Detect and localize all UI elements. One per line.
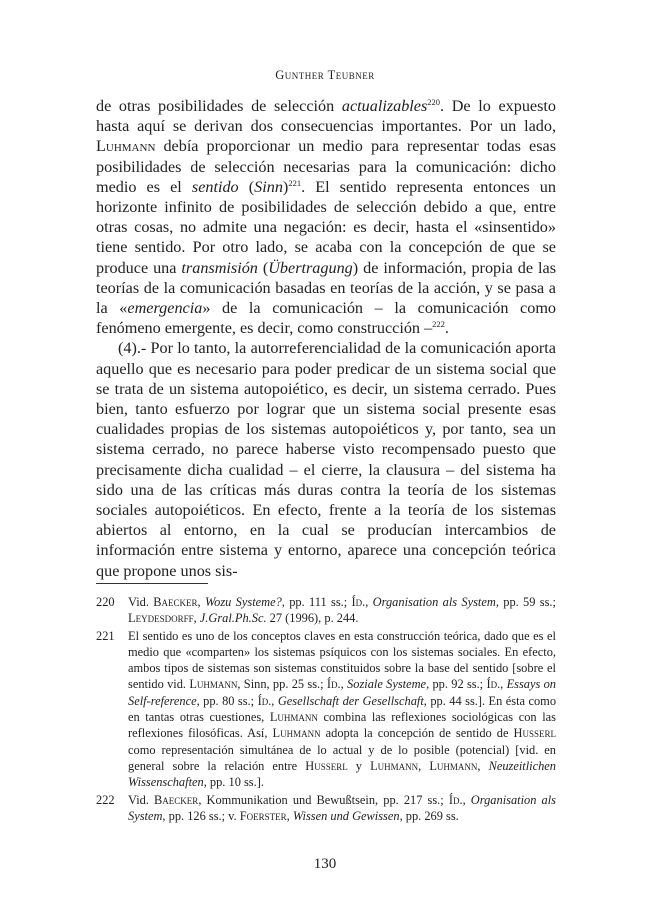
text-span: de otras posibilidades de selección <box>96 97 342 115</box>
footnote-ref-222[interactable]: 222 <box>432 319 445 330</box>
text-span: » de la comunicación – la comunicación como fenómeno emergente, es decir, como construcción – <box>96 299 557 338</box>
text-span: ) de información, propia de las teorías de la comunicación basadas en teorías de la acción, y se pasa a la « <box>96 258 556 318</box>
footnote-222 <box>96 792 556 825</box>
text-span: ( <box>238 177 255 196</box>
main-text <box>96 96 556 581</box>
italic-term: actualizables <box>341 97 428 115</box>
footnote-ref-220[interactable]: 220 <box>427 97 441 107</box>
footnote-text: El sentido es uno de los conceptos claves en esta construcción teórica, dado que es el medio que «comparten» los sistemas psíquicos con los sistemas sociales. En efecto, ambos tipos de sistemas son sistemas constituidos sobre la base del sentido [sobre el sentido vid. Luhmann, Sinn, pp. 25 ss.; Íd., Soziale Systeme, pp. 92 ss.; Íd., Essays on Self-reference, pp. 80 ss.; Íd., Gesellschaft der Gesellschaft, pp. 44 ss.]. En ésta como en tantas otras cuestiones, Luhmann combina las reflexiones sociológicas con las reflexiones filosóficas. Así, Luhmann adopta la concepción de sentido de Husserl como representación simultánea de lo actual y de lo posible (potencial) [vid. en general sobre la relación entre Husserl y Luhmann, Luhmann, Neuzeitlichen Wissenschaften, pp. 10 ss.]. <box>128 628 557 790</box>
footnotes <box>96 594 556 825</box>
text-span: . De lo expuesto hasta aquí se derivan dos consecuencias importantes. Por un lado, <box>96 97 557 136</box>
paragraph-1 <box>96 96 556 338</box>
footnote-text: Vid. Baecker, Kommunikation und Bewußtsein, pp. 217 ss.; Íd., Organisation als System, pp. 126 ss.; v. Foerster, Wissen und Gewissen, pp. 269 ss. <box>128 792 556 823</box>
running-head: Gunther Teubner <box>275 68 375 82</box>
footnote-divider <box>96 583 208 584</box>
footnote-number: 220 <box>96 595 115 609</box>
footnote-ref-221[interactable]: 221 <box>288 177 302 188</box>
footnote-220 <box>96 594 556 627</box>
text-span: debía proporcionar un medio para representar todas esas posibilidades de selección necesarias para la comunicación: dicho medio es el <box>96 137 556 196</box>
text-span: ) <box>282 177 289 196</box>
paragraph-2: (4).- Por lo tanto, la autorreferencialidad de la comunicación aporta aquello que es necesario para poder predicar de un sistema social que se trata de un sistema autopoiético, es decir, un sistema cerrado. Pues bien, tanto esfuerzo por lograr que un sistema social presente esas cualidades propias de los sistemas autopoiéticos y, por tanto, sea un sistema cerrado, no parece haberse visto recompensado puesto que precisamente dicha cualidad – el cierre, la clausura – del sistema ha sido una de las críticas más duras contra la teoría de los sistemas sociales autopoiéticos. En efecto, frente a la teoría de los sistemas abiertos al entorno, en la cual se producían intercambios de información entre sistema y entorno, aparece una concepción teórica que propone unos sis- <box>96 339 556 580</box>
text-span: ( <box>257 258 269 277</box>
italic-term: sentido <box>191 177 239 196</box>
italic-term: Übertragung <box>268 258 353 277</box>
footnote-text: Vid. Baecker, Wozu Systeme?, pp. 111 ss.; Íd., Organisation als System, pp. 59 ss.; Leydesdorff, J.Gral.Ph.Sc. 27 (1996), p. 244. <box>128 595 556 626</box>
text-span: . <box>444 319 449 338</box>
italic-term: emergencia <box>127 299 203 318</box>
italic-term: transmisión <box>181 258 258 277</box>
author-name: Luhmann <box>96 137 156 156</box>
italic-term: Sinn <box>254 177 283 196</box>
footnote-221 <box>96 628 556 791</box>
footnote-number: 222 <box>96 792 115 807</box>
text-span: . El sentido representa entonces un horizonte infinito de posibilidades de selección debido a que, entre otras cosas, no admite una negación: es decir, hasta el «sinsentido» tiene sentido. Por otro lado, se acaba con la concepción de que se produce una <box>96 177 556 277</box>
footnote-number: 221 <box>96 628 115 643</box>
page-number: 130 <box>313 856 337 872</box>
